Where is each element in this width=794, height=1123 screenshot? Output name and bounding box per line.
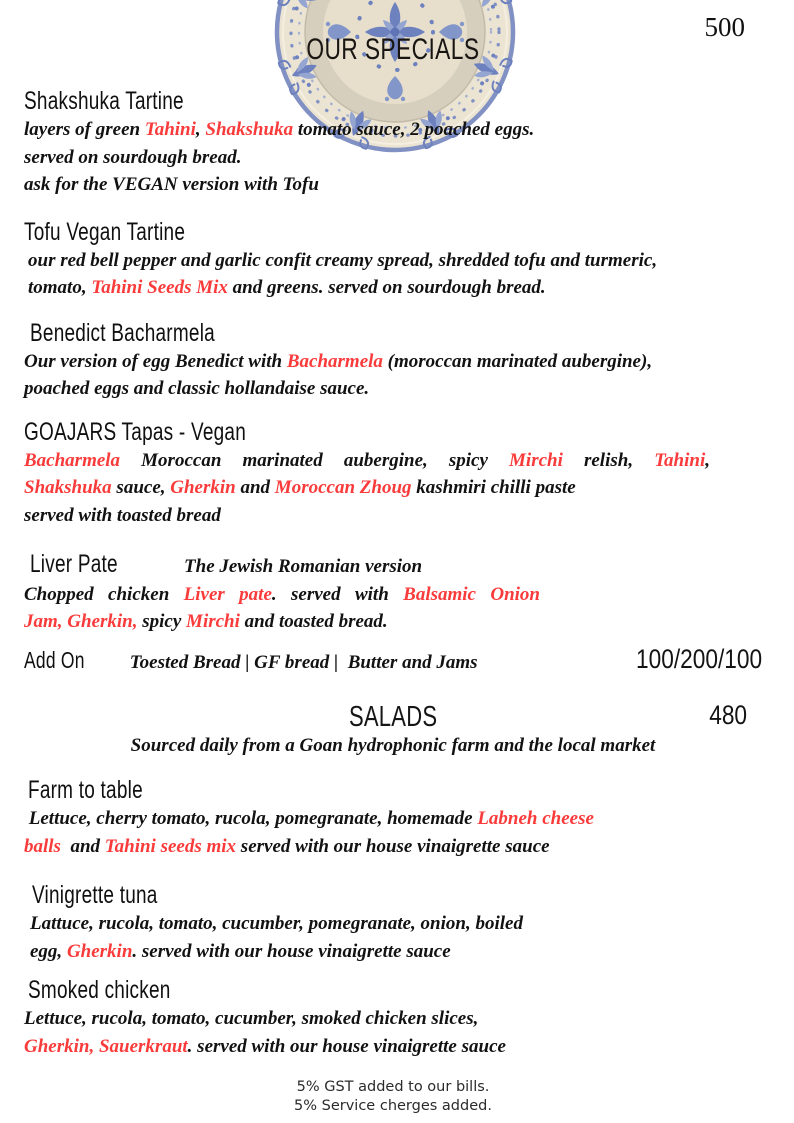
salads-subtitle: Sourced daily from a Goan hydrophonic farm and the local market	[130, 735, 656, 756]
item-title: Vinigrette tuna	[32, 881, 158, 909]
item-description-line: served on sourdough bread.	[24, 146, 242, 168]
item-description-line: served with toasted bread	[24, 504, 221, 526]
item-title: Benedict Bacharmela	[30, 318, 215, 347]
footer-note-service: 5% Service cherges added.	[294, 1098, 492, 1114]
item-description-line: poached eggs and classic hollandaise sauce.	[24, 378, 370, 399]
salads-header	[24, 702, 762, 732]
item-description-line: tomato, Tahini Seeds Mix and greens. served on sourdough bread.	[28, 277, 546, 298]
item-description-line: balls and Tahini seeds mix served with our house vinaigrette sauce	[24, 835, 550, 857]
menu-item-shakshuka-tartine	[24, 86, 762, 199]
add-on-row	[24, 644, 762, 677]
item-description-line: Lettuce, cherry tomato, rucola, pomegranate, homemade Labneh cheese	[24, 808, 594, 829]
salads-title: SALADS	[348, 701, 438, 733]
add-on-items: Toested Bread | GF bread | Butter and Jams	[129, 651, 478, 673]
menu-item-liver-pate	[24, 549, 762, 636]
item-description-line: ask for the VEGAN version with Tofu	[24, 174, 319, 195]
specials-price: 500	[704, 12, 745, 42]
menu-item-tofu-vegan-tartine	[24, 217, 762, 302]
add-on-label: Add On	[24, 646, 85, 673]
menu-item-smoked-chicken	[24, 975, 762, 1060]
menu-item-benedict-bacharmela	[24, 318, 762, 403]
item-title: GOAJARS Tapas - Vegan	[24, 417, 247, 446]
item-description-line: Lattuce, rucola, tomato, cucumber, pomegranate, onion, boiled	[30, 913, 523, 934]
item-title: Liver Pate	[30, 550, 118, 578]
item-title: Tofu Vegan Tartine	[24, 217, 186, 246]
item-description-line: our red bell pepper and garlic confit creamy spread, shredded tofu and turmeric,	[28, 249, 658, 271]
item-subtitle: The Jewish Romanian version	[184, 556, 423, 577]
salads-price: 480	[709, 700, 747, 730]
item-description-line: Our version of egg Benedict with Bacharmela (moroccan marinated aubergine),	[24, 350, 653, 372]
item-description-line: Shakshuka sauce, Gherkin and Moroccan Zhoug kashmiri chilli paste	[24, 477, 576, 498]
footer-note-gst: 5% GST added to our bills.	[296, 1079, 490, 1095]
item-title: Smoked chicken	[28, 976, 171, 1004]
item-description-line: Bacharmela Moroccan marinated aubergine, spicy Mirchi relish, Tahini,	[24, 449, 710, 471]
item-description-line: Chopped chicken Liver pate. served with Balsamic Onion	[24, 583, 540, 605]
specials-title: OUR SPECIALS	[306, 33, 480, 66]
item-description-line: Gherkin, Sauerkraut. served with our house vinaigrette sauce	[24, 1035, 506, 1057]
item-title: Farm to table	[28, 776, 143, 804]
menu-item-vinigrette-tuna	[24, 880, 762, 965]
item-title: Shakshuka Tartine	[24, 87, 184, 115]
add-on-price: 100/200/100	[635, 643, 762, 674]
menu-item-goajars-tapas	[24, 417, 762, 530]
item-description-line: egg, Gherkin. served with our house vinaigrette sauce	[30, 940, 451, 962]
specials-header	[24, 0, 762, 66]
item-description-line: Lettuce, rucola, tomato, cucumber, smoked chicken slices,	[24, 1008, 479, 1029]
item-description-line: Jam, Gherkin, spicy Mirchi and toasted bread.	[24, 611, 388, 632]
footer-notes	[24, 1078, 762, 1116]
menu-item-farm-to-table	[24, 775, 762, 860]
item-description-line: layers of green Tahini, Shakshuka tomato sauce, 2 poached eggs.	[24, 119, 535, 140]
